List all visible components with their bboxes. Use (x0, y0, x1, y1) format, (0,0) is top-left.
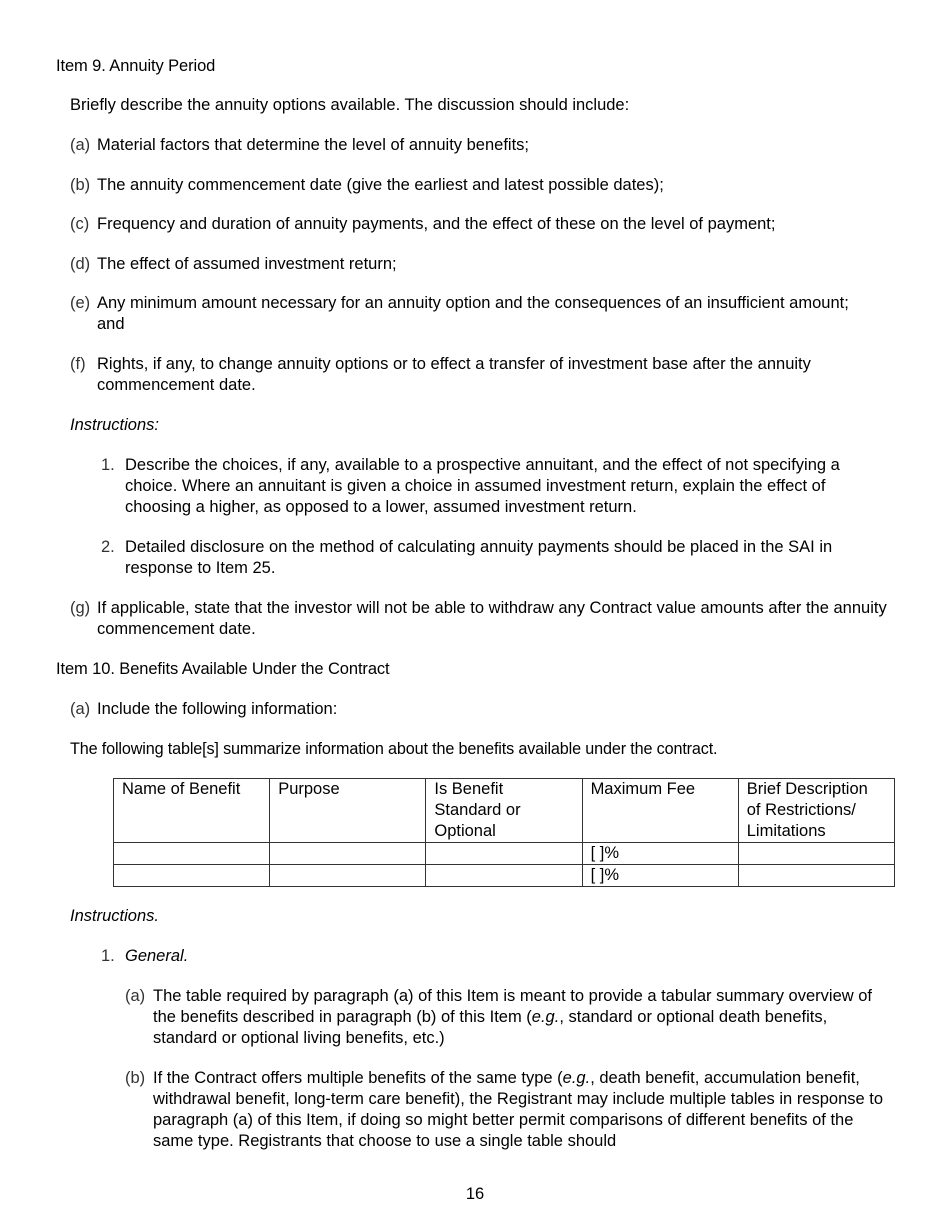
table-cell (270, 865, 426, 887)
list-item: Rights, if any, to change annuity options or to effect a transfer of investment base after the annuity commencement date. (97, 355, 811, 394)
sub-item-text: The table required by paragraph (a) of this Item is meant to provide a tabular summary overview of the benefits described in paragraph (b) of this Item ( (153, 987, 873, 1026)
item9-heading: Item 9. Annuity Period (56, 57, 216, 75)
column-header: Name of Benefit (114, 779, 270, 843)
sub-item-b (153, 1068, 898, 1152)
table-caption: The following table[s] summarize information about the benefits available under the contract. (70, 740, 718, 758)
list-label: (f) (70, 355, 86, 373)
table-cell: [ ]% (582, 865, 738, 887)
list-label: (c) (70, 215, 90, 233)
list-label: (e) (70, 294, 91, 312)
list-item: Include the following information: (97, 700, 338, 718)
list-label: (a) (125, 987, 146, 1005)
column-header: Maximum Fee (582, 779, 738, 843)
item10-heading: Item 10. Benefits Available Under the Contract (56, 660, 390, 678)
table-cell (114, 843, 270, 865)
table-header-row (114, 779, 895, 843)
list-item: The annuity commencement date (give the earliest and latest possible dates); (97, 176, 664, 194)
list-label: (a) (70, 700, 91, 718)
list-item: Detailed disclosure on the method of calculating annuity payments should be placed in the SAI in response to Item 25. (125, 538, 833, 577)
table-cell (426, 865, 582, 887)
table-row (114, 865, 895, 887)
benefits-table (113, 778, 895, 887)
list-item: Any minimum amount necessary for an annuity option and the consequences of an insufficient amount; and (97, 294, 849, 333)
list-label: (b) (125, 1069, 146, 1087)
table-cell: [ ]% (582, 843, 738, 865)
list-label: 1. (101, 947, 115, 965)
table-cell (738, 843, 894, 865)
page-number: 16 (465, 1185, 485, 1203)
list-label: (a) (70, 136, 91, 154)
list-item: Describe the choices, if any, available to a prospective annuitant, and the effect of not specifying a choice. Where an annuitant is given a choice in assumed investment return, explain the effect of choosing a higher, as opposed to a lower, assumed investment return. (125, 456, 840, 516)
sub-item-text: , standard or optional death benefits, standard or optional living benefits, etc.) (153, 1008, 828, 1047)
table-cell (114, 865, 270, 887)
table-cell (270, 843, 426, 865)
table-cell (738, 865, 894, 887)
table-cell (426, 843, 582, 865)
column-header: Brief Description of Restrictions/ Limitations (738, 779, 894, 843)
list-item: The effect of assumed investment return; (97, 255, 397, 273)
column-header: Purpose (270, 779, 426, 843)
sub-item-text: , death benefit, accumulation benefit, withdrawal benefit, long-term care benefit), the Registrant may include multiple tables in response to paragraph (a) of this Item, if doing so might better permit comparisons of different benefits of the same type. Registrants that choose to use a single table should (153, 1069, 884, 1150)
column-header: Is Benefit Standard or Optional (426, 779, 582, 843)
list-label: 2. (101, 538, 115, 556)
sub-item-text: If the Contract offers multiple benefits of the same type ( (153, 1069, 563, 1087)
list-label: (g) (70, 599, 91, 617)
sub-item-emphasis: e.g. (562, 1069, 591, 1087)
item9-intro: Briefly describe the annuity options available. The discussion should include: (70, 96, 630, 114)
list-item: Frequency and duration of annuity payments, and the effect of these on the level of payment; (97, 215, 776, 233)
general-heading: General. (125, 947, 189, 965)
list-item: Material factors that determine the level of annuity benefits; (97, 136, 529, 154)
item10-instructions-label: Instructions. (70, 907, 159, 925)
sub-item-a (153, 986, 883, 1049)
table-row (114, 843, 895, 865)
list-label: (b) (70, 176, 91, 194)
item9-instructions-label: Instructions: (70, 416, 159, 434)
list-label: 1. (101, 456, 115, 474)
list-item: If applicable, state that the investor will not be able to withdraw any Contract value amounts after the annuity commencement date. (97, 599, 887, 638)
sub-item-emphasis: e.g. (531, 1008, 560, 1026)
list-label: (d) (70, 255, 91, 273)
